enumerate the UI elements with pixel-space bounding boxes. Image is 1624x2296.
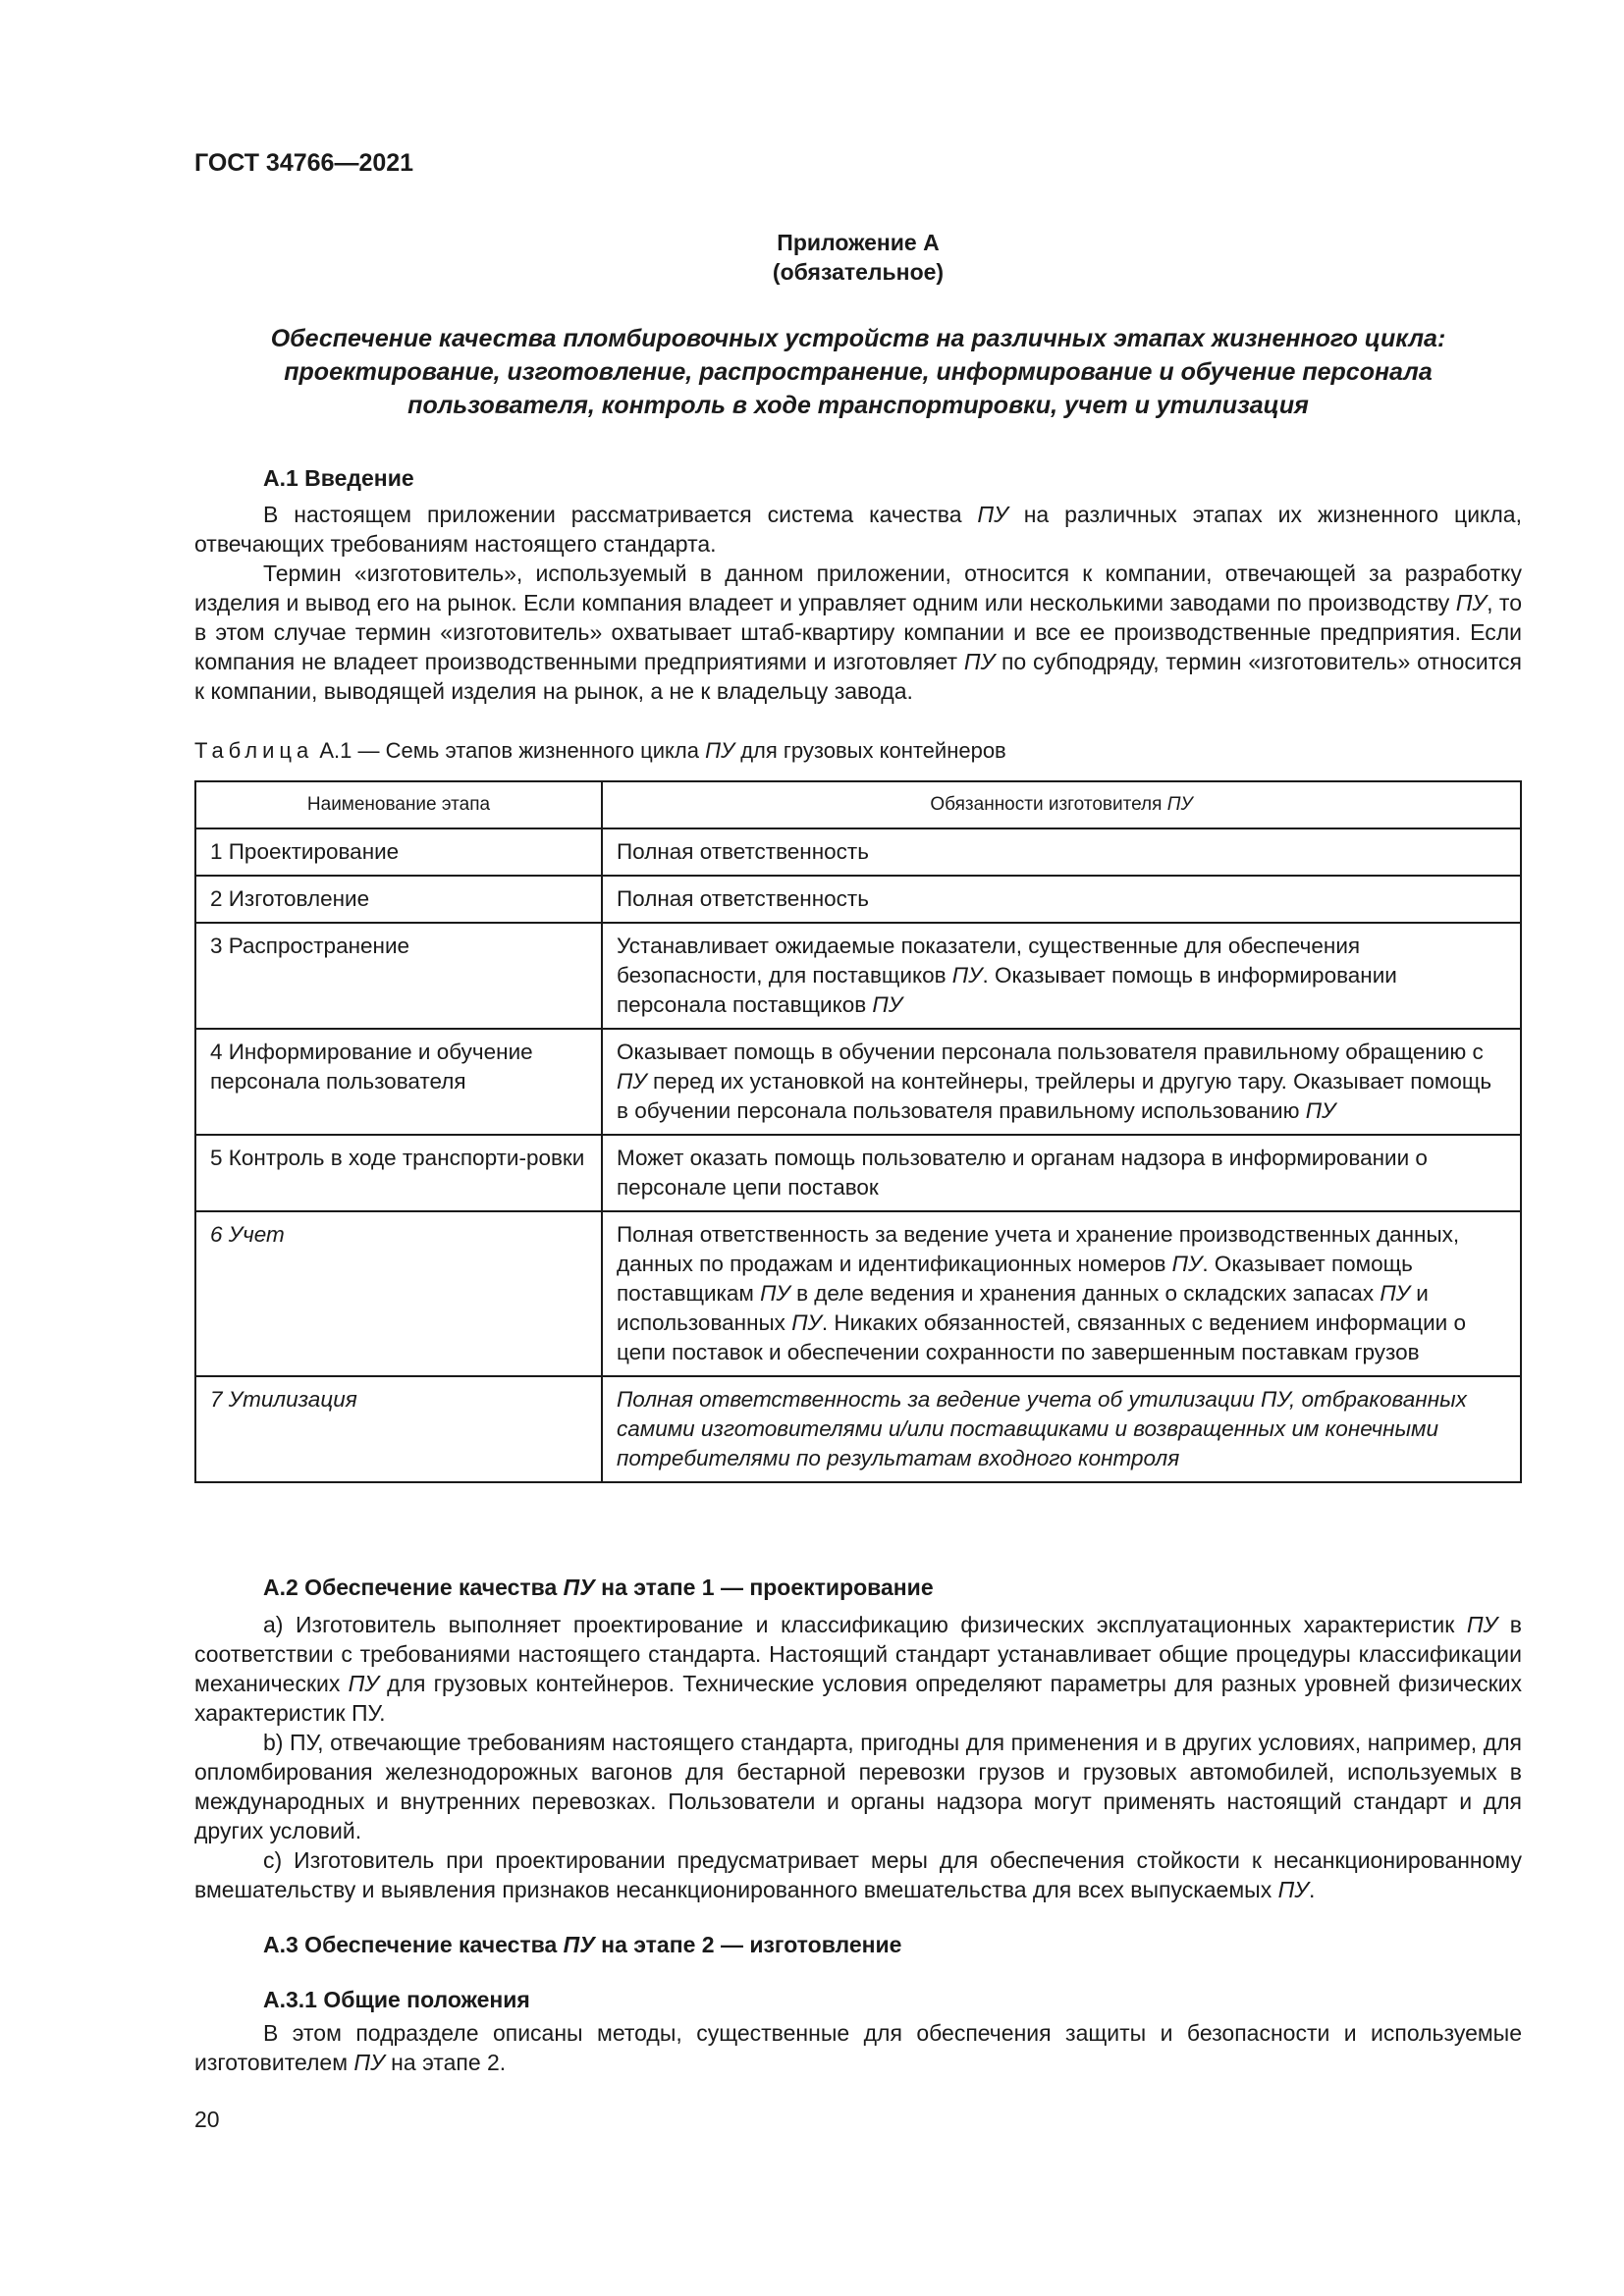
section-a1-body bbox=[194, 500, 1522, 706]
stage-cell: 1 Проектирование bbox=[195, 828, 602, 876]
duty-cell: Полная ответственность bbox=[602, 828, 1521, 876]
table-row bbox=[195, 876, 1521, 923]
paragraph: Термин «изготовитель», используемый в данном приложении, относится к компании, отвечающей за разработку изделия и вывод его на рынок. Если компания владеет и управляет одним или несколькими заводами по производству ПУ, то в этом случае термин «изготовитель» охватывает штаб-квартиру компании и все ее производственные предприятия. Если компания не владеет производственными предприятиями и изготовляет ПУ по субподряду, термин «изготовитель» относится к компании, выводящей изделия на рынок, а не к владельцу завода. bbox=[194, 561, 1522, 704]
paragraph: c) Изготовитель при проектировании предусматривает меры для обеспечения стойкости к несанкционированному вмешательству и выявления признаков несанкционированного вмешательства для всех выпускаемых ПУ. bbox=[194, 1847, 1522, 1902]
duty-cell: Устанавливает ожидаемые показатели, существенные для обеспечения безопасности, для поставщиков ПУ. Оказывает помощь в информировании персонала поставщиков ПУ bbox=[602, 923, 1521, 1029]
section-heading-a3: А.3 Обеспечение качества ПУ на этапе 2 — изготовление bbox=[263, 1932, 902, 1957]
table-row bbox=[195, 1135, 1521, 1211]
annex-status: (обязательное) bbox=[772, 259, 945, 285]
stage-cell: 4 Информирование и обучение персонала пользователя bbox=[195, 1029, 602, 1135]
table-row bbox=[195, 1029, 1521, 1135]
duty-cell: Полная ответственность bbox=[602, 876, 1521, 923]
subsection-heading-a3-1: А.3.1 Общие положения bbox=[263, 1987, 530, 2012]
section-a2-body bbox=[194, 1610, 1522, 1904]
table-header-stage: Наименование этапа bbox=[195, 781, 602, 828]
stage-cell: 3 Распространение bbox=[195, 923, 602, 1029]
section-heading-a2: А.2 Обеспечение качества ПУ на этапе 1 — проектирование bbox=[263, 1575, 934, 1600]
stage-cell: 5 Контроль в ходе транспорти-ровки bbox=[195, 1135, 602, 1211]
table-row bbox=[195, 923, 1521, 1029]
duty-cell: Оказывает помощь в обучении персонала пользователя правильному обращению с ПУ перед их установкой на контейнеры, трейлеры и другую тару. Оказывает помощь в обучении персонала пользователя правильному использованию ПУ bbox=[602, 1029, 1521, 1135]
annex-title-line: проектирование, изготовление, распространение, информирование и обучение персонала bbox=[284, 358, 1433, 386]
section-a3-body bbox=[194, 2018, 1522, 2077]
lifecycle-table bbox=[194, 780, 1522, 1483]
stage-cell: 2 Изготовление bbox=[195, 876, 602, 923]
annex-title-line: Обеспечение качества пломбировочных устройств на различных этапах жизненного цикла: bbox=[270, 325, 1446, 352]
stage-cell: 6 Учет bbox=[195, 1211, 602, 1376]
annex-title-line: пользователя, контроль в ходе транспортировки, учет и утилизация bbox=[407, 392, 1309, 419]
table-row bbox=[195, 1376, 1521, 1482]
duty-cell: Полная ответственность за ведение учета об утилизации ПУ, отбракованных самими изготовителями и/или поставщиками и возвращенных им конечными потребителями по результатам входного контроля bbox=[602, 1376, 1521, 1482]
table-header-duties: Обязанности изготовителя ПУ bbox=[602, 781, 1521, 828]
table-header-row bbox=[195, 781, 1521, 828]
paragraph: В настоящем приложении рассматривается система качества ПУ на различных этапах их жизненного цикла, отвечающих требованиям настоящего стандарта. bbox=[194, 502, 1522, 557]
annex-heading bbox=[194, 228, 1522, 287]
duty-cell: Может оказать помощь пользователю и органам надзора в информировании о персонале цепи поставок bbox=[602, 1135, 1521, 1211]
duty-cell: Полная ответственность за ведение учета и хранение производственных данных, данных по продажам и идентификационных номеров ПУ. Оказывает помощь поставщикам ПУ в деле ведения и хранения данных о складских запасах ПУ и использованных ПУ. Никаких обязанностей, связанных с ведением информации о цепи поставок и обеспечении сохранности по завершенным поставкам грузов bbox=[602, 1211, 1521, 1376]
table-caption: Таблица А.1 — Семь этапов жизненного цикла ПУ для грузовых контейнеров bbox=[194, 738, 1006, 763]
annex-title: Приложение А bbox=[777, 230, 940, 255]
table-row bbox=[195, 1211, 1521, 1376]
page-number: 20 bbox=[194, 2107, 220, 2132]
table-row bbox=[195, 828, 1521, 876]
paragraph: В этом подразделе описаны методы, существенные для обеспечения защиты и безопасности и используемые изготовителем ПУ на этапе 2. bbox=[194, 2020, 1522, 2075]
stage-cell: 7 Утилизация bbox=[195, 1376, 602, 1482]
paragraph: a) Изготовитель выполняет проектирование и классификацию физических эксплуатационных характеристик ПУ в соответствии с требованиями настоящего стандарта. Настоящий стандарт устанавливает общие процедуры классификации механических ПУ для грузовых контейнеров. Технические условия определяют параметры для разных уровней физических характеристик ПУ. bbox=[194, 1612, 1523, 1726]
document-code: ГОСТ 34766—2021 bbox=[194, 149, 414, 177]
annex-main-title bbox=[194, 322, 1522, 422]
paragraph: b) ПУ, отвечающие требованиям настоящего стандарта, пригодны для применения и в других условиях, например, для опломбирования железнодорожных вагонов для бестарной перевозки грузов и грузовых автомобилей, используемых в международных и внутренних перевозках. Пользователи и органы надзора могут применять настоящий стандарт и для других условий. bbox=[194, 1730, 1522, 1843]
section-heading-a1: А.1 Введение bbox=[263, 465, 414, 491]
